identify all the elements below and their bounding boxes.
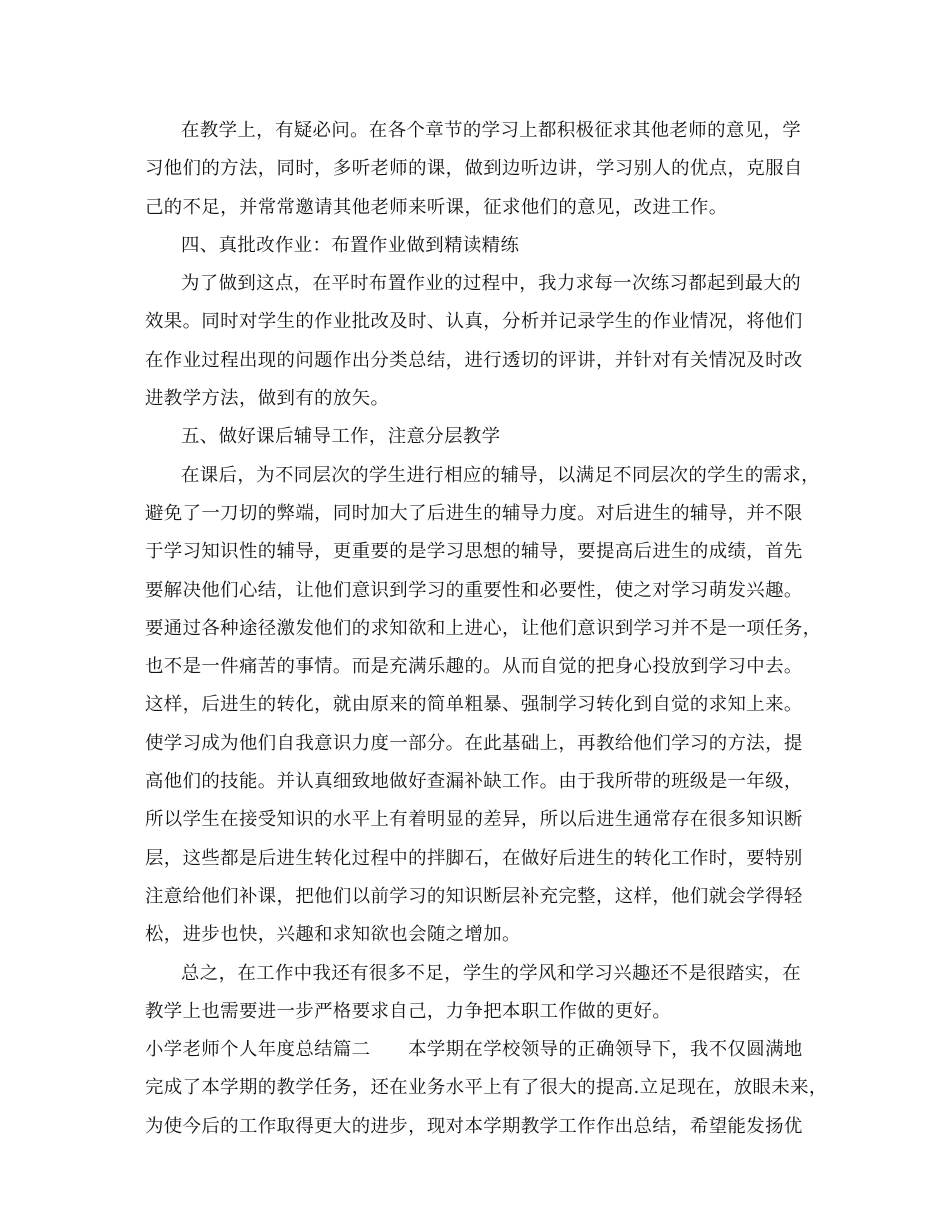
text-line: 总之，在工作中我还有很多不足，学生的学风和学习兴趣还不是很踏实，在 bbox=[181, 962, 802, 984]
text-line: 己的不足，并常常邀请其他老师来听课，征求他们的意见，改进工作。 bbox=[145, 196, 728, 218]
text-line: 高他们的技能。并认真细致地做好查漏补缺工作。由于我所带的班级是一年级， bbox=[145, 771, 803, 793]
text-line: 避免了一刀切的弊端，同时加大了后进生的辅导力度。对后进生的辅导，并不限 bbox=[145, 502, 803, 524]
text-line: 为使今后的工作取得更大的进步，现对本学期教学工作作出总结，希望能发扬优 bbox=[145, 1115, 803, 1137]
text-line: 小学老师个人年度总结篇二 本学期在学校领导的正确领导下，我不仅圆满地 bbox=[145, 1039, 803, 1061]
text-line: 也不是一件痛苦的事情。而是充满乐趣的。从而自觉的把身心投放到学习中去。 bbox=[145, 656, 803, 678]
text-line: 四、真批改作业：布置作业做到精读精练 bbox=[181, 234, 520, 256]
text-line: 注意给他们补课，把他们以前学习的知识断层补充完整，这样，他们就会学得轻 bbox=[145, 885, 803, 907]
text-line: 五、做好课后辅导工作，注意分层教学 bbox=[181, 426, 501, 448]
text-line: 要解决他们心结，让他们意识到学习的重要性和必要性，使之对学习萌发兴趣。 bbox=[145, 579, 803, 601]
text-line: 松，进步也快，兴趣和求知欲也会随之增加。 bbox=[145, 924, 521, 946]
text-line: 习他们的方法，同时，多听老师的课，做到边听边讲，学习别人的优点，克服自 bbox=[145, 158, 803, 180]
text-line: 要通过各种途径激发他们的求知欲和上进心，让他们意识到学习并不是一项任务， bbox=[145, 617, 822, 639]
text-line: 完成了本学期的教学任务，还在业务水平上有了很大的提高.立足现在，放眼未来， bbox=[145, 1077, 828, 1099]
text-line: 为了做到这点，在平时布置作业的过程中，我力求每一次练习都起到最大的 bbox=[181, 273, 802, 295]
text-line: 进教学方法，做到有的放矢。 bbox=[145, 388, 390, 410]
text-line: 在课后，为不同层次的学生进行相应的辅导，以满足不同层次的学生的需求， bbox=[181, 464, 820, 486]
text-line: 在教学上，有疑必问。在各个章节的学习上都积极征求其他老师的意见，学 bbox=[181, 120, 802, 141]
text-line: 使学习成为他们自我意识力度一部分。在此基础上，再教给他们学习的方法，提 bbox=[145, 732, 803, 754]
text-line: 这样，后进生的转化，就由原来的简单粗暴、强制学习转化到自觉的求知上来。 bbox=[145, 694, 803, 716]
text-line: 效果。同时对学生的作业批改及时、认真，分析并记录学生的作业情况，将他们 bbox=[145, 311, 803, 333]
text-line: 教学上也需要进一步严格要求自己，力争把本职工作做的更好。 bbox=[145, 1000, 672, 1022]
text-line: 于学习知识性的辅导，更重要的是学习思想的辅导，要提高后进生的成绩，首先 bbox=[145, 541, 803, 563]
text-line: 在作业过程出现的问题作出分类总结，进行透切的评讲，并针对有关情况及时改 bbox=[145, 349, 803, 371]
text-line: 所以学生在接受知识的水平上有着明显的差异，所以后进生通常存在很多知识断 bbox=[145, 809, 803, 831]
document-body bbox=[145, 112, 828, 1146]
text-line: 层，这些都是后进生转化过程中的拌脚石，在做好后进生的转化工作时，要特别 bbox=[145, 847, 803, 869]
